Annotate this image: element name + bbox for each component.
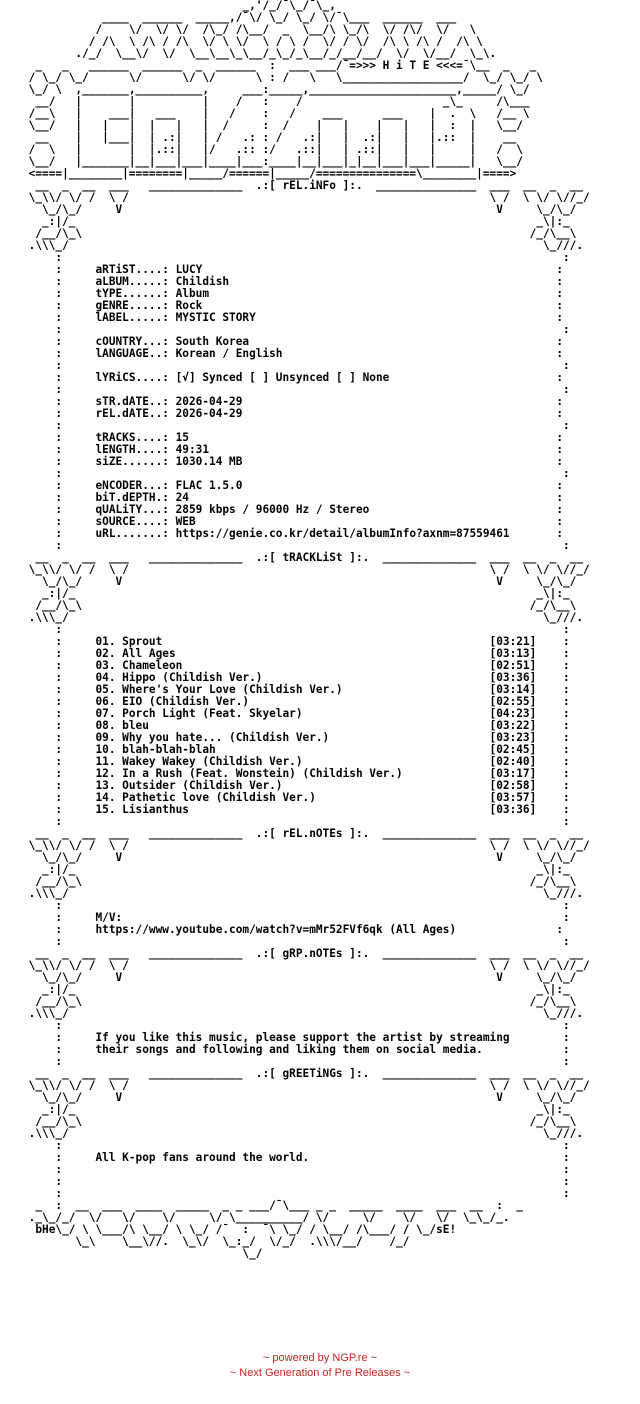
nfo-line: /__\ | ___| ___ | / : / ___ ___ | . \ /__ \ — [22, 107, 530, 120]
nfo-line: : 05. Where's Your Love (Childish Ver.) [03:14] : — [22, 683, 570, 696]
nfo-line: : : — [22, 1139, 570, 1152]
nfo-line: .\\\_/ \_///. — [22, 239, 584, 252]
nfo-line: : 04. Hippo (Childish Ver.) [03:36] : — [22, 671, 570, 684]
nfo-line: \_/\_/ V V \_/\_/ — [22, 575, 577, 588]
nfo-line: : : — [22, 815, 570, 828]
nfo-line: : eNCODER...: FLAC 1.5.0 : — [22, 479, 563, 492]
nfo-line: : gENRE.....: Rock : — [22, 299, 563, 312]
nfo-line: : tRACKS....: 15 : — [22, 431, 563, 444]
nfo-line: \__/ |_______|__|___|___|____|___:____|__|___|_|__|___|___|_____| \__/ — [22, 155, 523, 168]
nfo-line: _:|/_ _\|:_ — [22, 983, 570, 996]
nfo-line: : their songs and following and liking them on social media. : — [22, 1043, 570, 1056]
nfo-line: \_/\_/ V V \_/\_/ — [22, 1091, 577, 1104]
nfo-line: : : — [22, 467, 570, 480]
nfo-line: : M/V: : — [22, 911, 570, 924]
nfo-line: : lANGUAGE..: Korean / English : — [22, 347, 563, 360]
nfo-line: \_/ \ ,_______,__________, ___:_____,______________________,_____/ \_/ — [22, 83, 530, 96]
nfo-line: __ _ __ ___ ______________ .:[ gRP.nOTEs ]:. ______________ ___ __ _ __ — [22, 947, 584, 960]
nfo-line: \_/\_/ V V \_/\_/ — [22, 851, 577, 864]
nfo-line: : aLBUM.....: Childish : — [22, 275, 563, 288]
nfo-line: : : — [22, 383, 570, 396]
nfo-line: : rEL.dATE..: 2026-04-29 : — [22, 407, 563, 420]
nfo-line: : : — [22, 539, 570, 552]
nfo-line: ._\_/_/ \/ \/ \/ \/ \__________/ \/ \/ \/ \/ \_\_/_. — [22, 1211, 510, 1224]
nfo-line: / \ | | |.::| |/ .:: :/ .::| | .::| | | | / \ — [22, 143, 523, 156]
nfo-line: \_/ — [22, 1247, 263, 1260]
nfo-line: bHe\_/ \ \___/\ \__/ \ \_/ /¯ : ¯\ \_/ / \__/ /\___/ / \_/sE! — [22, 1223, 457, 1236]
nfo-line: : : — [22, 419, 570, 432]
nfo-line: : https://www.youtube.com/watch?v=mMr52FVf6qk (All Ages) : — [22, 923, 563, 936]
nfo-line: : : — [22, 1055, 570, 1068]
nfo-line: : : — [22, 899, 570, 912]
nfo-line: __ | |___| | .:| | / .: : / .:| | .:| | |.:: | __ — [22, 131, 517, 144]
nfo-line: ____ ______ _____,/¯\/ \_/ \_/ \/¯\___ ______ ___ — [22, 11, 457, 24]
nfo-line: : : — [22, 1187, 570, 1200]
nfo-line: : : — [22, 359, 570, 372]
nfo-line: .\\\_/ \_///. — [22, 887, 584, 900]
nfo-line: : All K-pop fans around the world. : — [22, 1151, 570, 1164]
nfo-line: : : — [22, 251, 570, 264]
nfo-line: \_\\/ \/ / \ / \ / \ \/ \//_/ — [22, 839, 590, 852]
nfo-line: \_\\/ \/ / \ / \ / \ \/ \//_/ — [22, 563, 590, 576]
nfo-line: : tYPE......: Album : — [22, 287, 563, 300]
nfo-line: \_\\/ \/ / \ / \ / \ \/ \//_/ — [22, 1079, 590, 1092]
nfo-line: : qUALiTY...: 2859 kbps / 96000 Hz / Stereo : — [22, 503, 563, 516]
nfo-line: : 06. EIO (Childish Ver.) [02:55] : — [22, 695, 570, 708]
nfo-line: : 14. Pathetic love (Childish Ver.) [03:57] : — [22, 791, 570, 804]
nfo-line: \__/ | | | | | | / : / | | | | | : | \__/ — [22, 119, 523, 132]
nfo-line: /__/\_\ /_/\__\ — [22, 875, 577, 888]
nfo-line: _:|/_ _\|:_ — [22, 1103, 570, 1116]
nfo-line: / /\ \ /\ / /\ \/ \ \/ \ / \ / \/ / \/ /\ \ /\ / /\ \ — [22, 35, 483, 48]
nfo-line: : 12. In a Rush (Feat. Wonstein) (Childish Ver.) [03:17] : — [22, 767, 570, 780]
nfo-line: \_/\_/ V V \_/\_/ — [22, 203, 577, 216]
nfo-line: : 10. blah-blah-blah [02:45] : — [22, 743, 570, 756]
nfo-line: : uRL.......: https://genie.co.kr/detail/albumInfo?axnm=87559461 : — [22, 527, 563, 540]
powered-by-line[interactable]: ~ powered by NGP.re ~ — [262, 1352, 378, 1364]
nfo-line: \_\\/ \/ / \ / \ / \ \/ \//_/ — [22, 191, 590, 204]
ngp-tagline: ~ Next Generation of Pre Releases ~ — [229, 1367, 411, 1379]
nfo-line: / \_/ \_/ \/ \/ \/ \ : / \ \__________________/ \_/ \_/ \ — [22, 71, 543, 84]
nfo-line: _:|/_ _\|:_ — [22, 863, 570, 876]
nfo-line: _:|/_ _\|:_ — [22, 215, 570, 228]
nfo-line: / \/ \/ \/ /\_/ /\__/ _ \__/\ \_/\ \/ /\/ \/ \ — [22, 23, 477, 36]
nfo-line: : 02. All Ages [03:13] : — [22, 647, 570, 660]
nfo-line: /__/\_\ /_/\__\ — [22, 995, 577, 1008]
nfo-line: : : — [22, 323, 570, 336]
nfo-line: _:|/_ _\|:_ — [22, 587, 570, 600]
nfo-line: : 07. Porch Light (Feat. Skyelar) [04:23] : — [22, 707, 570, 720]
nfo-line: <====|________|========|_____/======|_____/===============\________|====> — [22, 167, 517, 180]
nfo-line: _ : __ ___ ____ _____ _ _ ___/¯\___ _ _ _____ ____ ___ __ : _ — [22, 1199, 523, 1212]
nfo-line: : 15. Lisianthus [03:36] : — [22, 803, 570, 816]
nfo-line: : 11. Wakey Wakey (Childish Ver.) [02:40] : — [22, 755, 570, 768]
nfo-line: : 03. Chameleon [02:51] : — [22, 659, 570, 672]
nfo-line: : 01. Sprout [03:21] : — [22, 635, 570, 648]
nfo-line: .\\\_/ \_///. — [22, 1127, 584, 1140]
nfo-line: /__/\_\ /_/\__\ — [22, 1115, 577, 1128]
nfo-line: : lABEL.....: MYSTIC STORY : — [22, 311, 563, 324]
nfo-line: : biT.dEPTH.: 24 : — [22, 491, 563, 504]
nfo-line: : cOUNTRY...: South Korea : — [22, 335, 563, 348]
nfo-line: : : — [22, 1175, 570, 1188]
nfo-line: : 09. Why you hate... (Childish Ver.) [03:23] : — [22, 731, 570, 744]
nfo-line: \_/\_/ V V \_/\_/ — [22, 971, 577, 984]
nfo-line: : : — [22, 1163, 570, 1176]
nfo-line: /__/\_\ /_/\__\ — [22, 599, 577, 612]
nfo-line: _,'/_/¯\_/¯\_, — [22, 0, 336, 12]
nfo-line: : lENGTH....: 49:31 : — [22, 443, 563, 456]
nfo-line: : 13. Outsider (Childish Ver.) [02:58] : — [22, 779, 570, 792]
nfo-line: : lYRiCS....: [√] Synced [ ] Unsynced [ ] None : — [22, 371, 563, 384]
nfo-line: __ _ __ ___ ______________ .:[ gREETiNGs ]:. ______________ ___ __ _ __ — [22, 1067, 584, 1080]
nfo-line: __ _ __ ___ ______________ .:[ tRACKLiSt ]:. ______________ ___ __ _ __ — [22, 551, 584, 564]
nfo-line: ./_/ \__\/ \/ \__\__\_\__/_\_/_\__/_/__/__/ \/ \/__/ \_\. — [22, 47, 497, 60]
nfo-line: _ _ ______ ______ _ ______ : ___ ___/¯=>>> H i T E <<<=¯\__ _ _ — [22, 59, 537, 72]
nfo-line: .\\\_/ \_///. — [22, 1007, 584, 1020]
nfo-line: : 08. bleu [03:22] : — [22, 719, 570, 732]
nfo-line: : : — [22, 935, 570, 948]
nfo-line: : sTR.dATE..: 2026-04-29 : — [22, 395, 563, 408]
nfo-line: \_\\/ \/ / \ / \ / \ \/ \//_/ — [22, 959, 590, 972]
nfo-line: : : — [22, 1019, 570, 1032]
nfo-line: __ _ __ ___ ______________ .:[ rEL.nOTEs ]:. ______________ ___ __ _ __ — [22, 827, 584, 840]
nfo-line: /__/\_\ /_/\__\ — [22, 227, 577, 240]
nfo-line: : siZE......: 1030.14 MB : — [22, 455, 563, 468]
nfo-line: : If you like this music, please support the artist by streaming : — [22, 1031, 570, 1044]
nfo-line: __/ | | | / : / _\_ /\___ — [22, 95, 530, 108]
nfo-line: : aRTiST....: LUCY : — [22, 263, 563, 276]
nfo-line: : sOURCE....: WEB : — [22, 515, 563, 528]
nfo-line: .\\\_/ \_///. — [22, 611, 584, 624]
nfo-line: __ _ __ ___ ______________ .:[ rEL.iNFo ]:. _______________ ___ __ _ __ — [22, 179, 584, 192]
nfo-line: : : — [22, 623, 570, 636]
nfo-line: \_\ \__\//. \_\/ \_:_/ \/_/ .\\\/__/ /_/ — [22, 1235, 410, 1248]
